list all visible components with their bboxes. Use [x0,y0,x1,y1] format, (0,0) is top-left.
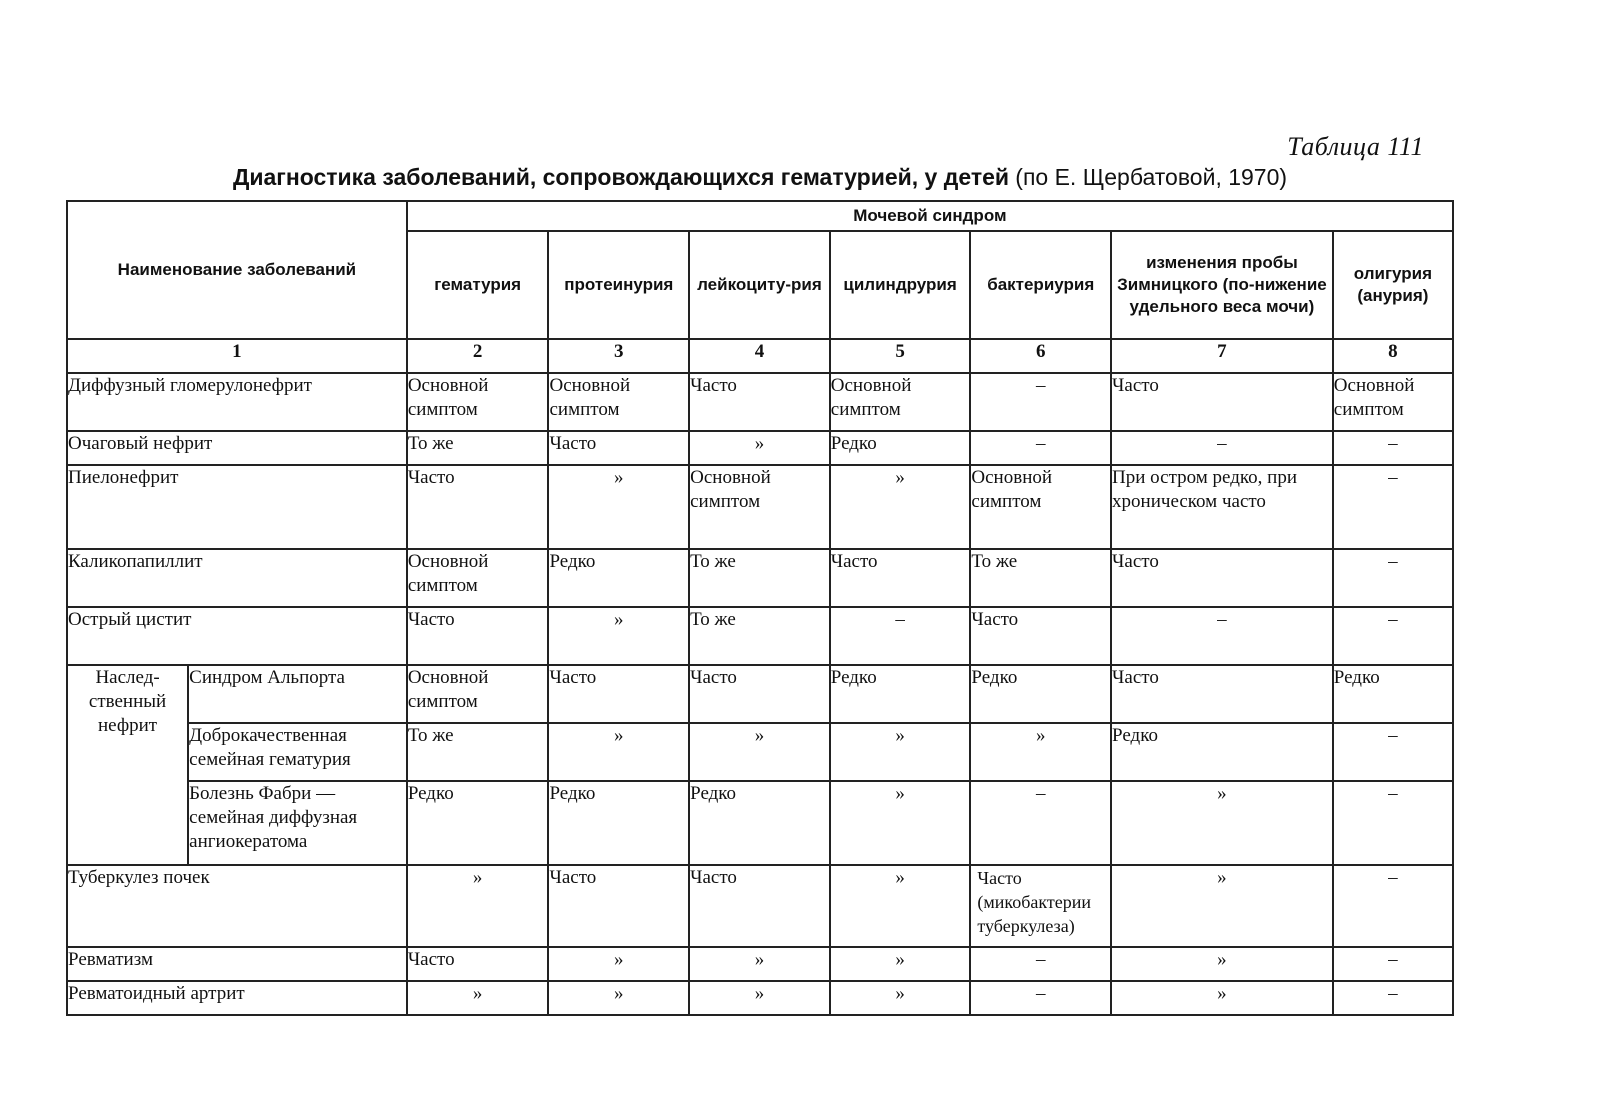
disease-name: Доброкачественная семейная гематурия [188,723,407,781]
table-cell: Часто [548,431,689,465]
table-cell: – [1333,947,1453,981]
disease-name: Ревматизм [67,947,407,981]
table-cell: » [1111,865,1333,947]
table-cell: Часто [1111,665,1333,723]
table-cell: То же [407,723,549,781]
table-cell: Часто [407,607,549,665]
table-cell: » [407,865,549,947]
table-cell: – [1333,865,1453,947]
table-cell: Часто [689,665,830,723]
table-cell: Основной симптом [407,373,549,431]
table-cell: То же [689,607,830,665]
table-cell: Основной симптом [1333,373,1453,431]
table-cell: » [1111,947,1333,981]
table-cell: » [830,723,971,781]
table-cell: – [1333,465,1453,549]
table-cell: Основной симптом [689,465,830,549]
table-cell: » [689,981,830,1015]
table-cell: » [970,723,1111,781]
table-cell: Редко [548,781,689,865]
table-row [67,607,1453,665]
column-number: 3 [548,339,689,373]
table-row [67,865,1453,947]
table-row [67,665,1453,723]
table-cell: – [970,981,1111,1015]
table-cell: Редко [1111,723,1333,781]
table-row [67,465,1453,549]
header-col-6: бактериурия [970,231,1111,339]
table-row [67,431,1453,465]
disease-name: Каликопапиллит [67,549,407,607]
table-cell: Основной симптом [407,665,549,723]
table-cell: Часто [830,549,971,607]
disease-name: Пиелонефрит [67,465,407,549]
column-number: 7 [1111,339,1333,373]
disease-name: Синдром Альпорта [188,665,407,723]
table-cell: Основной симптом [970,465,1111,549]
table-cell: – [970,947,1111,981]
table-cell: Редко [407,781,549,865]
header-urinary-syndrome: Мочевой синдром [407,201,1453,231]
header-col-4: лейкоциту-рия [689,231,830,339]
table-cell: Редко [689,781,830,865]
table-cell: При остром редко, при хроническом часто [1111,465,1333,549]
disease-name: Ревматоидный артрит [67,981,407,1015]
table-cell: » [830,947,971,981]
table-cell: Часто [407,465,549,549]
table-cell: То же [970,549,1111,607]
table-cell: Часто [548,865,689,947]
table-row [67,373,1453,431]
column-number-row [67,339,1453,373]
hereditary-nephritis-group: Наслед-ственный нефрит [67,665,188,865]
table-row [67,981,1453,1015]
table-cell: » [689,723,830,781]
table-cell: Часто [1111,373,1333,431]
hematuria-diagnostics-table [66,200,1454,1016]
column-number: 4 [689,339,830,373]
table-cell: Часто (микобактерии туберкулеза) [970,865,1111,947]
table-cell: » [689,431,830,465]
header-col-8: олигурия (анурия) [1333,231,1453,339]
table-cell: Редко [830,431,971,465]
table-cell: » [689,947,830,981]
disease-name: Болезнь Фабри — семейная диффузная ангиокератома [188,781,407,865]
table-row [67,723,1453,781]
table-row [67,549,1453,607]
header-col-7: изменения пробы Зимницкого (по-нижение удельного веса мочи) [1111,231,1333,339]
table-cell: – [1333,607,1453,665]
table-title [66,164,1454,192]
column-number: 1 [67,339,407,373]
table-row [67,781,1453,865]
disease-name: Диффузный гломерулонефрит [67,373,407,431]
table-cell: » [830,865,971,947]
table-cell: Часто [1111,549,1333,607]
table-cell: То же [407,431,549,465]
table-cell: Основной симптом [830,373,971,431]
table-row [67,947,1453,981]
table-cell: Часто [689,865,830,947]
table-cell: – [1333,431,1453,465]
table-cell: – [1111,607,1333,665]
table-cell: » [1111,781,1333,865]
table-cell: Основной симптом [407,549,549,607]
disease-name: Очаговый нефрит [67,431,407,465]
table-cell: То же [689,549,830,607]
table-cell: – [970,373,1111,431]
column-number: 8 [1333,339,1453,373]
table-cell: – [970,431,1111,465]
table-cell: – [1333,781,1453,865]
table-cell: » [830,465,971,549]
disease-name: Туберкулез почек [67,865,407,947]
table-number-label: Таблица 111 [1287,132,1424,161]
table-cell: – [1333,981,1453,1015]
table-cell: » [548,981,689,1015]
table-cell: » [407,981,549,1015]
table-cell: » [830,781,971,865]
table-cell: » [548,465,689,549]
header-col-3: протеинурия [548,231,689,339]
table-cell: – [1333,549,1453,607]
table-cell: Основной симптом [548,373,689,431]
header-col-5: цилиндрурия [830,231,971,339]
column-number: 6 [970,339,1111,373]
table-cell: Часто [970,607,1111,665]
table-cell: Часто [548,665,689,723]
header-row-group [67,201,1453,231]
column-number: 2 [407,339,549,373]
table-cell: Редко [548,549,689,607]
table-cell: » [830,981,971,1015]
header-col-2: гематурия [407,231,549,339]
table-cell: – [1111,431,1333,465]
title-source: (по Е. Щербатовой, 1970) [1015,164,1288,190]
title-main: Диагностика заболеваний, сопровождающихся гематурией, у детей [232,164,1010,190]
table-cell: – [970,781,1111,865]
table-cell: Часто [407,947,549,981]
table-cell: Редко [830,665,971,723]
column-number: 5 [830,339,971,373]
table-cell: Редко [970,665,1111,723]
table-cell: – [830,607,971,665]
table-cell: » [548,947,689,981]
table-cell: Редко [1333,665,1453,723]
table-cell: – [1333,723,1453,781]
table-cell: » [1111,981,1333,1015]
table-cell: » [548,607,689,665]
header-disease-name: Наименование заболеваний [67,201,407,339]
table-cell: » [548,723,689,781]
table-cell: Часто [689,373,830,431]
disease-name: Острый цистит [67,607,407,665]
